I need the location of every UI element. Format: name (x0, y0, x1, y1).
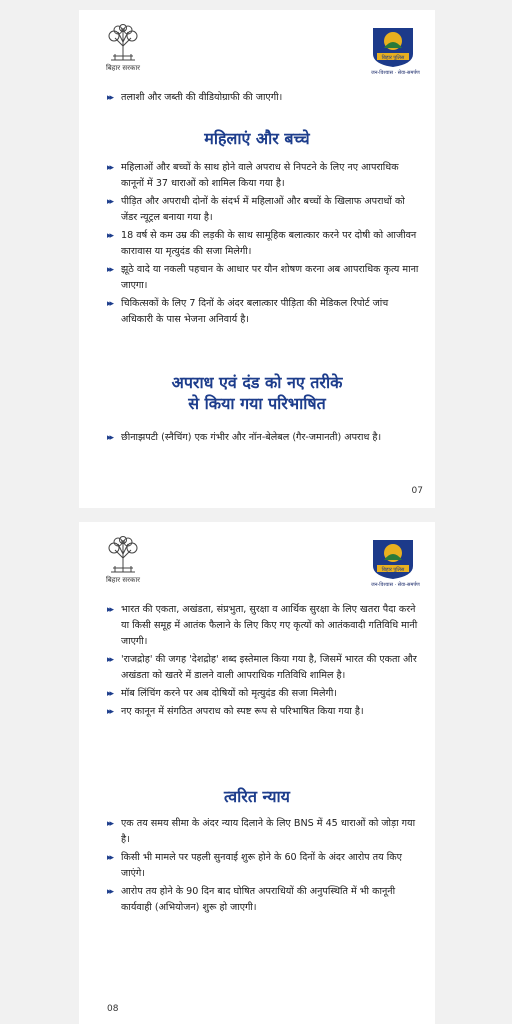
double-chevron-right-icon: ▸▸ (107, 887, 113, 897)
list-item: ▸▸ पीड़ित और अपराधी दोनों के संदर्भ में महिलाओं और बच्चों के खिलाफ अपराधों को जेंडर न्यूट्रल बनाया गया है। (107, 196, 405, 223)
double-chevron-right-icon: ▸▸ (107, 819, 113, 829)
double-chevron-right-icon: ▸▸ (107, 655, 113, 665)
bihar-police-logo (371, 538, 420, 588)
section-title-line: से किया गया परिभाषित (188, 394, 326, 413)
list-item: ▸▸ चिकित्सकों के लिए 7 दिनों के अंदर बलात्कार पीड़िता की मेडिकल रिपोर्ट जांच अधिकारी के पास भेजना अनिवार्य है। (107, 298, 389, 325)
bihar-sarkar-logo (103, 24, 143, 73)
list-item: ▸▸ किसी भी मामले पर पहली सुनवाई शुरू होने के 60 दिनों के अंदर आरोप तय किए जाएंगे। (107, 852, 402, 879)
double-chevron-right-icon: ▸▸ (107, 605, 113, 615)
page-number: 08 (107, 1004, 119, 1014)
document-page-07 (79, 10, 435, 508)
double-chevron-right-icon: ▸▸ (107, 163, 113, 173)
section-title-speedy-justice: त्वरित न्याय (224, 787, 290, 806)
double-chevron-right-icon: ▸▸ (107, 433, 113, 443)
intro-bullet-list (107, 602, 419, 722)
bihar-police-emblem-icon (371, 26, 415, 68)
page-number: 07 (411, 486, 423, 496)
bihar-police-logo (371, 26, 420, 76)
list-item: ▸▸ आरोप तय होने के 90 दिन बाद घोषित अपराधियों की अनुपस्थिति में भी कानूनी कार्यवाही (अभियोजन) शुरू हो जाएगी। (107, 886, 396, 913)
logo-caption: बिहार सरकार (105, 64, 141, 72)
logo-caption: बिहार सरकार (105, 576, 141, 584)
list-item: ▸▸ छीनाझपटी (स्नैचिंग) एक गंभीर और नॉन-बेलेबल (गैर-जमानती) अपराध है। (107, 430, 419, 446)
speedy-justice-bullet-list (107, 816, 419, 918)
women-children-bullet-list (107, 160, 419, 330)
list-item: ▸▸ महिलाओं और बच्चों के साथ होने वाले अपराध से निपटने के लिए नए आपराधिक कानूनों में 37 धाराओं को शामिल किया गया है। (107, 162, 399, 189)
double-chevron-right-icon: ▸▸ (107, 707, 113, 717)
intro-bullet-list (107, 90, 419, 108)
list-item: ▸▸ 'राजद्रोह' की जगह 'देशद्रोह' शब्द इस्तेमाल किया गया है, जिसमें भारत की एकता और अखंडता को खतरे में डालने वाली आपराधिक गतिविधि शामिल है। (107, 654, 417, 681)
badge-label: बिहार पुलिस (381, 566, 405, 573)
logo-caption: जन-विश्वास · सेवा-समर्पण (371, 70, 420, 76)
section-title-women-children: महिलाएं और बच्चे (204, 129, 310, 148)
section-title-crime-punishment (79, 372, 435, 414)
crime-punishment-bullet-list (107, 430, 419, 448)
document-page-08 (79, 522, 435, 1024)
logo-caption: जन-विश्वास · सेवा-समर्पण (371, 582, 420, 588)
list-item: ▸▸ झूठे वादे या नकली पहचान के आधार पर यौन शोषण करना अब आपराधिक कृत्य माना जाएगा। (107, 264, 419, 291)
list-item: ▸▸ 18 वर्ष से कम उम्र की लड़की के साथ सामूहिक बलात्कार करने पर दोषी को आजीवन कारावास या मृत्युदंड की सजा मिलेगी। (107, 230, 417, 257)
list-item: ▸▸ नए कानून में संगठित अपराध को स्पष्ट रूप से परिभाषित किया गया है। (107, 704, 419, 720)
bihar-police-emblem-icon (371, 538, 415, 580)
double-chevron-right-icon: ▸▸ (107, 265, 113, 275)
list-item: ▸▸ भारत की एकता, अखंडता, संप्रभुता, सुरक्षा व आर्थिक सुरक्षा के लिए खतरा पैदा करने या किसी समूह में आतंक फैलाने के लिए किए गए कृत्यों को आतंकवादी गतिविधि मानी जाएगी। (107, 604, 418, 647)
double-chevron-right-icon: ▸▸ (107, 93, 113, 103)
bodhi-tree-emblem-icon (103, 24, 143, 62)
section-title-line: अपराध एवं दंड को नए तरीके (171, 373, 343, 392)
bihar-sarkar-logo (103, 536, 143, 585)
double-chevron-right-icon: ▸▸ (107, 853, 113, 863)
double-chevron-right-icon: ▸▸ (107, 689, 113, 699)
double-chevron-right-icon: ▸▸ (107, 231, 113, 241)
bodhi-tree-emblem-icon (103, 536, 143, 574)
list-item: ▸▸ मॉब लिंचिंग करने पर अब दोषियों को मृत्युदंड की सजा मिलेगी। (107, 686, 419, 702)
list-item: ▸▸ एक तय समय सीमा के अंदर न्याय दिलाने के लिए BNS में 45 धाराओं को जोड़ा गया है। (107, 818, 416, 845)
double-chevron-right-icon: ▸▸ (107, 299, 113, 309)
list-item: ▸▸ तलाशी और जब्ती की वीडियोग्राफी की जाएगी। (107, 90, 419, 106)
badge-label: बिहार पुलिस (381, 54, 405, 61)
double-chevron-right-icon: ▸▸ (107, 197, 113, 207)
